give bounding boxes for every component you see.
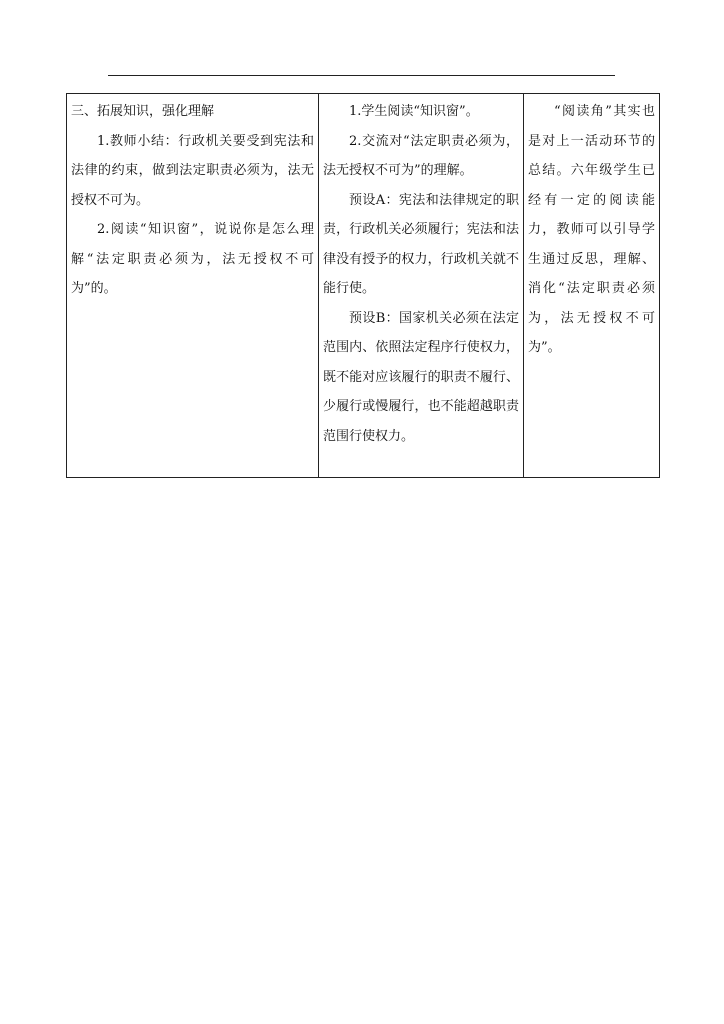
student-discussion-paragraph: 2.交流对“法定职责必须为，法无授权不可为”的理解。 bbox=[323, 133, 519, 178]
section-heading: 三、拓展知识，强化理解 bbox=[71, 104, 215, 119]
preset-b-paragraph: 预设B：国家机关必须在法定范围内、依照法定程序行使权力，既不能对应该履行的职责不履行、少履行或慢履行，也不能超越职责范围行使权力。 bbox=[323, 310, 519, 444]
design-intent-cell bbox=[524, 94, 660, 478]
lesson-plan-table bbox=[66, 93, 660, 478]
student-activity-cell bbox=[319, 94, 524, 478]
teacher-summary-paragraph: 1.教师小结：行政机关要受到宪法和法律的约束，做到法定职责必须为，法无授权不可为。 bbox=[71, 133, 314, 208]
design-intent-paragraph: “阅读角”其实也是对上一活动环节的总结。六年级学生已经有一定的阅读能力，教师可以引导学生通过反思，理解、消化“法定职责必须为，法无授权不可为”。 bbox=[528, 104, 655, 355]
preset-a-paragraph: 预设A：宪法和法律规定的职责，行政机关必须履行；宪法和法律没有授予的权力，行政机关就不能行使。 bbox=[323, 192, 519, 296]
student-reading-paragraph: 1.学生阅读“知识窗”。 bbox=[349, 104, 479, 119]
reading-prompt-paragraph: 2.阅读“知识窗”，说说你是怎么理解“法定职责必须为，法无授权不可为”的。 bbox=[71, 222, 314, 296]
header-rule bbox=[108, 75, 615, 76]
teacher-activity-cell bbox=[67, 94, 319, 478]
table-row bbox=[67, 94, 660, 478]
